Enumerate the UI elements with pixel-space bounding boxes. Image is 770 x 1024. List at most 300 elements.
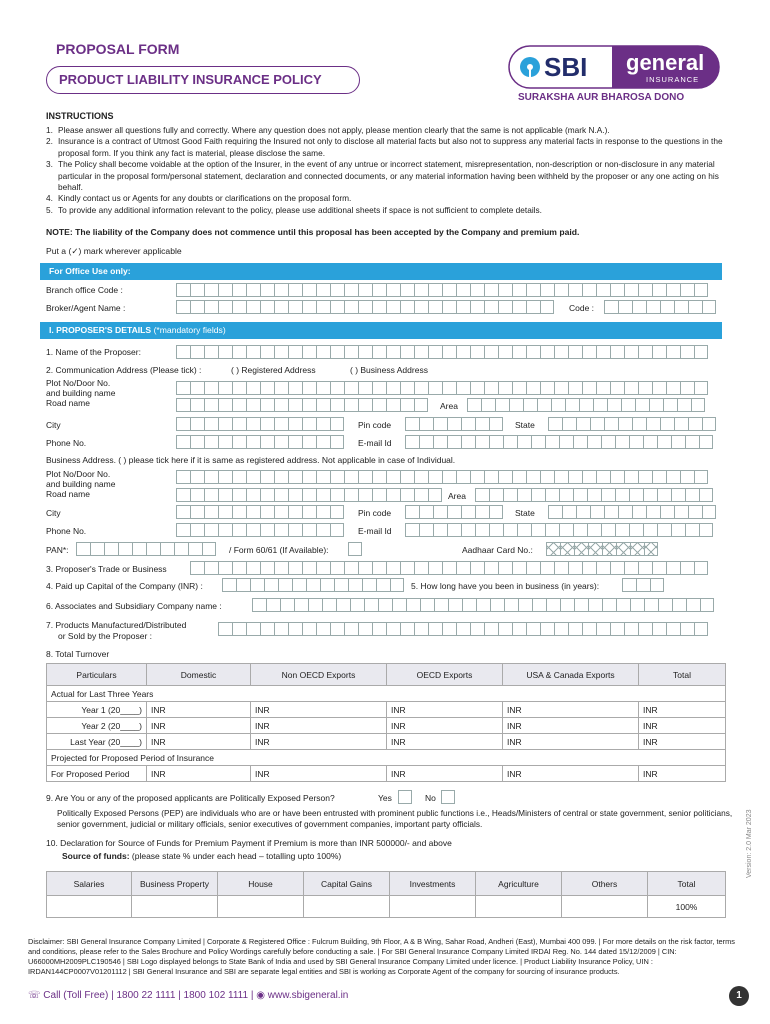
char-box[interactable] — [358, 488, 372, 502]
char-box[interactable] — [316, 398, 330, 412]
char-box[interactable] — [386, 470, 400, 484]
char-box[interactable] — [512, 381, 526, 395]
char-box[interactable] — [498, 345, 512, 359]
char-box[interactable] — [531, 488, 545, 502]
char-box[interactable] — [316, 488, 330, 502]
char-box[interactable] — [688, 417, 702, 431]
char-box[interactable] — [362, 578, 376, 592]
char-box[interactable] — [680, 470, 694, 484]
char-box[interactable] — [274, 300, 288, 314]
char-box[interactable] — [176, 398, 190, 412]
char-box[interactable] — [232, 300, 246, 314]
char-box[interactable] — [330, 435, 344, 449]
char-box[interactable] — [596, 561, 610, 575]
char-box[interactable] — [490, 598, 504, 612]
char-box[interactable] — [308, 598, 322, 612]
char-box[interactable] — [160, 542, 174, 556]
char-box[interactable] — [218, 417, 232, 431]
char-box[interactable] — [470, 381, 484, 395]
char-box[interactable] — [190, 505, 204, 519]
char-box[interactable] — [428, 622, 442, 636]
char-box[interactable] — [632, 417, 646, 431]
char-box[interactable] — [246, 417, 260, 431]
char-box[interactable] — [545, 435, 559, 449]
char-box[interactable] — [447, 523, 461, 537]
char-box[interactable] — [604, 417, 618, 431]
char-box[interactable] — [264, 578, 278, 592]
char-box[interactable] — [615, 488, 629, 502]
char-box[interactable] — [582, 283, 596, 297]
char-box[interactable] — [517, 435, 531, 449]
char-box[interactable] — [288, 523, 302, 537]
char-box[interactable] — [405, 505, 419, 519]
char-box[interactable] — [551, 398, 565, 412]
char-box[interactable] — [546, 542, 560, 556]
char-box[interactable] — [461, 505, 475, 519]
char-box[interactable] — [232, 505, 246, 519]
char-box[interactable] — [260, 488, 274, 502]
char-box[interactable] — [498, 622, 512, 636]
char-box[interactable] — [512, 561, 526, 575]
char-box[interactable] — [484, 622, 498, 636]
char-box[interactable] — [322, 598, 336, 612]
char-box[interactable] — [428, 470, 442, 484]
char-box[interactable] — [475, 488, 489, 502]
char-box[interactable] — [232, 435, 246, 449]
char-box[interactable] — [587, 523, 601, 537]
char-box[interactable] — [414, 345, 428, 359]
char-box[interactable] — [630, 542, 644, 556]
char-box[interactable] — [260, 435, 274, 449]
char-box[interactable] — [274, 488, 288, 502]
char-box[interactable] — [260, 398, 274, 412]
char-box[interactable] — [475, 505, 489, 519]
aadhaar-input[interactable] — [546, 542, 658, 556]
road-input-2[interactable] — [176, 488, 442, 502]
char-box[interactable] — [400, 283, 414, 297]
char-box[interactable] — [414, 470, 428, 484]
char-box[interactable] — [663, 398, 677, 412]
char-box[interactable] — [604, 505, 618, 519]
char-box[interactable] — [680, 561, 694, 575]
char-box[interactable] — [428, 300, 442, 314]
char-box[interactable] — [666, 283, 680, 297]
paidup-input[interactable] — [222, 578, 404, 592]
char-box[interactable] — [546, 598, 560, 612]
char-box[interactable] — [400, 381, 414, 395]
char-box[interactable] — [574, 598, 588, 612]
char-box[interactable] — [518, 598, 532, 612]
char-box[interactable] — [554, 283, 568, 297]
char-box[interactable] — [484, 300, 498, 314]
char-box[interactable] — [372, 398, 386, 412]
table-row[interactable]: For Proposed Period INR INR INR INR INR — [47, 766, 726, 782]
char-box[interactable] — [526, 381, 540, 395]
char-box[interactable] — [330, 345, 344, 359]
char-box[interactable] — [433, 505, 447, 519]
char-box[interactable] — [470, 345, 484, 359]
road-input-1[interactable] — [176, 398, 428, 412]
char-box[interactable] — [302, 417, 316, 431]
char-box[interactable] — [672, 598, 686, 612]
char-box[interactable] — [537, 398, 551, 412]
char-box[interactable] — [694, 561, 708, 575]
char-box[interactable] — [274, 283, 288, 297]
char-box[interactable] — [629, 488, 643, 502]
char-box[interactable] — [588, 542, 602, 556]
char-box[interactable] — [484, 470, 498, 484]
char-box[interactable] — [498, 561, 512, 575]
char-box[interactable] — [274, 435, 288, 449]
char-box[interactable] — [660, 300, 674, 314]
pin-input-2[interactable] — [405, 505, 503, 519]
char-box[interactable] — [190, 381, 204, 395]
char-box[interactable] — [512, 283, 526, 297]
char-box[interactable] — [545, 488, 559, 502]
char-box[interactable] — [680, 283, 694, 297]
char-box[interactable] — [638, 561, 652, 575]
char-box[interactable] — [246, 398, 260, 412]
char-box[interactable] — [568, 283, 582, 297]
char-box[interactable] — [316, 622, 330, 636]
char-box[interactable] — [554, 561, 568, 575]
char-box[interactable] — [218, 622, 232, 636]
char-box[interactable] — [601, 523, 615, 537]
char-box[interactable] — [428, 561, 442, 575]
char-box[interactable] — [674, 417, 688, 431]
char-box[interactable] — [378, 598, 392, 612]
char-box[interactable] — [545, 523, 559, 537]
char-box[interactable] — [688, 505, 702, 519]
char-box[interactable] — [540, 345, 554, 359]
char-box[interactable] — [560, 598, 574, 612]
char-box[interactable] — [302, 435, 316, 449]
char-box[interactable] — [302, 488, 316, 502]
char-box[interactable] — [512, 300, 526, 314]
char-box[interactable] — [649, 398, 663, 412]
char-box[interactable] — [344, 381, 358, 395]
state-input[interactable] — [548, 417, 716, 431]
char-box[interactable] — [636, 578, 650, 592]
char-box[interactable] — [386, 488, 400, 502]
char-box[interactable] — [146, 542, 160, 556]
char-box[interactable] — [666, 345, 680, 359]
char-box[interactable] — [559, 523, 573, 537]
char-box[interactable] — [330, 300, 344, 314]
char-box[interactable] — [316, 381, 330, 395]
char-box[interactable] — [498, 283, 512, 297]
char-box[interactable] — [372, 381, 386, 395]
char-box[interactable] — [699, 488, 713, 502]
char-box[interactable] — [190, 345, 204, 359]
char-box[interactable] — [512, 470, 526, 484]
char-box[interactable] — [278, 578, 292, 592]
char-box[interactable] — [610, 345, 624, 359]
char-box[interactable] — [568, 381, 582, 395]
char-box[interactable] — [650, 578, 664, 592]
char-box[interactable] — [288, 561, 302, 575]
char-box[interactable] — [386, 283, 400, 297]
char-box[interactable] — [587, 435, 601, 449]
char-box[interactable] — [400, 300, 414, 314]
char-box[interactable] — [236, 578, 250, 592]
char-box[interactable] — [517, 523, 531, 537]
char-box[interactable] — [447, 505, 461, 519]
char-box[interactable] — [274, 505, 288, 519]
char-box[interactable] — [204, 381, 218, 395]
char-box[interactable] — [624, 381, 638, 395]
char-box[interactable] — [246, 345, 260, 359]
char-box[interactable] — [218, 381, 232, 395]
char-box[interactable] — [358, 561, 372, 575]
char-box[interactable] — [260, 523, 274, 537]
char-box[interactable] — [498, 300, 512, 314]
plot-input-2[interactable] — [176, 470, 708, 484]
char-box[interactable] — [470, 561, 484, 575]
char-box[interactable] — [638, 470, 652, 484]
char-box[interactable] — [694, 622, 708, 636]
char-box[interactable] — [565, 398, 579, 412]
char-box[interactable] — [568, 561, 582, 575]
char-box[interactable] — [419, 417, 433, 431]
char-box[interactable] — [568, 622, 582, 636]
char-box[interactable] — [386, 622, 400, 636]
char-box[interactable] — [420, 598, 434, 612]
char-box[interactable] — [190, 523, 204, 537]
char-box[interactable] — [174, 542, 188, 556]
code-input[interactable] — [604, 300, 716, 314]
char-box[interactable] — [358, 283, 372, 297]
char-box[interactable] — [568, 345, 582, 359]
char-box[interactable] — [622, 578, 636, 592]
char-box[interactable] — [190, 300, 204, 314]
char-box[interactable] — [428, 345, 442, 359]
pep-yes-checkbox[interactable] — [398, 790, 412, 804]
char-box[interactable] — [274, 561, 288, 575]
char-box[interactable] — [204, 488, 218, 502]
char-box[interactable] — [688, 300, 702, 314]
broker-name-input[interactable] — [176, 300, 554, 314]
char-box[interactable] — [190, 398, 204, 412]
char-box[interactable] — [582, 381, 596, 395]
char-box[interactable] — [484, 345, 498, 359]
char-box[interactable] — [232, 417, 246, 431]
char-box[interactable] — [204, 523, 218, 537]
char-box[interactable] — [274, 622, 288, 636]
char-box[interactable] — [330, 488, 344, 502]
char-box[interactable] — [470, 283, 484, 297]
char-box[interactable] — [694, 470, 708, 484]
char-box[interactable] — [405, 435, 419, 449]
char-box[interactable] — [344, 470, 358, 484]
char-box[interactable] — [666, 561, 680, 575]
char-box[interactable] — [316, 283, 330, 297]
char-box[interactable] — [540, 622, 554, 636]
char-box[interactable] — [470, 470, 484, 484]
char-box[interactable] — [624, 622, 638, 636]
char-box[interactable] — [512, 622, 526, 636]
char-box[interactable] — [232, 470, 246, 484]
char-box[interactable] — [657, 435, 671, 449]
char-box[interactable] — [576, 417, 590, 431]
pan-input[interactable] — [76, 542, 216, 556]
char-box[interactable] — [573, 488, 587, 502]
char-box[interactable] — [596, 622, 610, 636]
char-box[interactable] — [246, 488, 260, 502]
char-box[interactable] — [266, 598, 280, 612]
char-box[interactable] — [674, 300, 688, 314]
char-box[interactable] — [590, 417, 604, 431]
char-box[interactable] — [442, 300, 456, 314]
website-link[interactable]: www.sbigeneral.in — [267, 990, 349, 1001]
char-box[interactable] — [288, 435, 302, 449]
char-box[interactable] — [618, 300, 632, 314]
char-box[interactable] — [638, 283, 652, 297]
char-box[interactable] — [691, 398, 705, 412]
char-box[interactable] — [702, 300, 716, 314]
char-box[interactable] — [390, 578, 404, 592]
char-box[interactable] — [554, 381, 568, 395]
char-box[interactable] — [470, 622, 484, 636]
char-box[interactable] — [475, 523, 489, 537]
char-box[interactable] — [481, 398, 495, 412]
char-box[interactable] — [644, 598, 658, 612]
char-box[interactable] — [302, 505, 316, 519]
char-box[interactable] — [302, 283, 316, 297]
char-box[interactable] — [596, 381, 610, 395]
char-box[interactable] — [302, 398, 316, 412]
char-box[interactable] — [700, 598, 714, 612]
char-box[interactable] — [540, 561, 554, 575]
char-box[interactable] — [232, 622, 246, 636]
char-box[interactable] — [386, 300, 400, 314]
char-box[interactable] — [442, 283, 456, 297]
char-box[interactable] — [90, 542, 104, 556]
char-box[interactable] — [246, 561, 260, 575]
char-box[interactable] — [433, 523, 447, 537]
char-box[interactable] — [652, 345, 666, 359]
char-box[interactable] — [204, 417, 218, 431]
char-box[interactable] — [372, 488, 386, 502]
char-box[interactable] — [316, 345, 330, 359]
char-box[interactable] — [400, 488, 414, 502]
char-box[interactable] — [218, 523, 232, 537]
char-box[interactable] — [576, 505, 590, 519]
char-box[interactable] — [461, 435, 475, 449]
char-box[interactable] — [476, 598, 490, 612]
char-box[interactable] — [204, 345, 218, 359]
char-box[interactable] — [587, 488, 601, 502]
char-box[interactable] — [632, 505, 646, 519]
state-input-2[interactable] — [548, 505, 716, 519]
char-box[interactable] — [447, 417, 461, 431]
char-box[interactable] — [601, 488, 615, 502]
pin-input[interactable] — [405, 417, 503, 431]
char-box[interactable] — [280, 598, 294, 612]
char-box[interactable] — [593, 398, 607, 412]
plot-input[interactable] — [176, 381, 708, 395]
char-box[interactable] — [601, 435, 615, 449]
char-box[interactable] — [680, 381, 694, 395]
char-box[interactable] — [590, 505, 604, 519]
pep-no-checkbox[interactable] — [441, 790, 455, 804]
trade-input[interactable] — [190, 561, 708, 575]
phone-input-2[interactable] — [176, 523, 344, 537]
char-box[interactable] — [202, 542, 216, 556]
char-box[interactable] — [218, 488, 232, 502]
char-box[interactable] — [448, 598, 462, 612]
char-box[interactable] — [76, 542, 90, 556]
email-input-2[interactable] — [405, 523, 713, 537]
char-box[interactable] — [579, 398, 593, 412]
char-box[interactable] — [461, 523, 475, 537]
char-box[interactable] — [302, 470, 316, 484]
char-box[interactable] — [190, 417, 204, 431]
char-box[interactable] — [512, 345, 526, 359]
char-box[interactable] — [456, 345, 470, 359]
char-box[interactable] — [350, 598, 364, 612]
char-box[interactable] — [232, 523, 246, 537]
char-box[interactable] — [376, 578, 390, 592]
char-box[interactable] — [602, 598, 616, 612]
char-box[interactable] — [218, 505, 232, 519]
char-box[interactable] — [218, 398, 232, 412]
char-box[interactable] — [694, 283, 708, 297]
char-box[interactable] — [252, 598, 266, 612]
char-box[interactable] — [610, 622, 624, 636]
char-box[interactable] — [624, 283, 638, 297]
char-box[interactable] — [629, 523, 643, 537]
char-box[interactable] — [624, 345, 638, 359]
char-box[interactable] — [358, 622, 372, 636]
city-input-2[interactable] — [176, 505, 344, 519]
char-box[interactable] — [685, 435, 699, 449]
char-box[interactable] — [330, 561, 344, 575]
char-box[interactable] — [400, 398, 414, 412]
char-box[interactable] — [302, 561, 316, 575]
char-box[interactable] — [624, 561, 638, 575]
char-box[interactable] — [559, 488, 573, 502]
char-box[interactable] — [671, 435, 685, 449]
char-box[interactable] — [573, 435, 587, 449]
char-box[interactable] — [104, 542, 118, 556]
char-box[interactable] — [372, 300, 386, 314]
char-box[interactable] — [232, 398, 246, 412]
char-box[interactable] — [190, 283, 204, 297]
char-box[interactable] — [218, 345, 232, 359]
char-box[interactable] — [419, 523, 433, 537]
char-box[interactable] — [176, 417, 190, 431]
char-box[interactable] — [176, 488, 190, 502]
char-box[interactable] — [638, 381, 652, 395]
char-box[interactable] — [288, 488, 302, 502]
char-box[interactable] — [204, 435, 218, 449]
char-box[interactable] — [596, 345, 610, 359]
char-box[interactable] — [414, 283, 428, 297]
char-box[interactable] — [364, 598, 378, 612]
char-box[interactable] — [674, 505, 688, 519]
char-box[interactable] — [372, 283, 386, 297]
char-box[interactable] — [532, 598, 546, 612]
char-box[interactable] — [260, 381, 274, 395]
table-row[interactable]: Last Year (20____) INR INR INR INR INR — [47, 734, 726, 750]
char-box[interactable] — [274, 345, 288, 359]
char-box[interactable] — [288, 345, 302, 359]
char-box[interactable] — [218, 435, 232, 449]
char-box[interactable] — [406, 598, 420, 612]
char-box[interactable] — [652, 622, 666, 636]
char-box[interactable] — [660, 505, 674, 519]
